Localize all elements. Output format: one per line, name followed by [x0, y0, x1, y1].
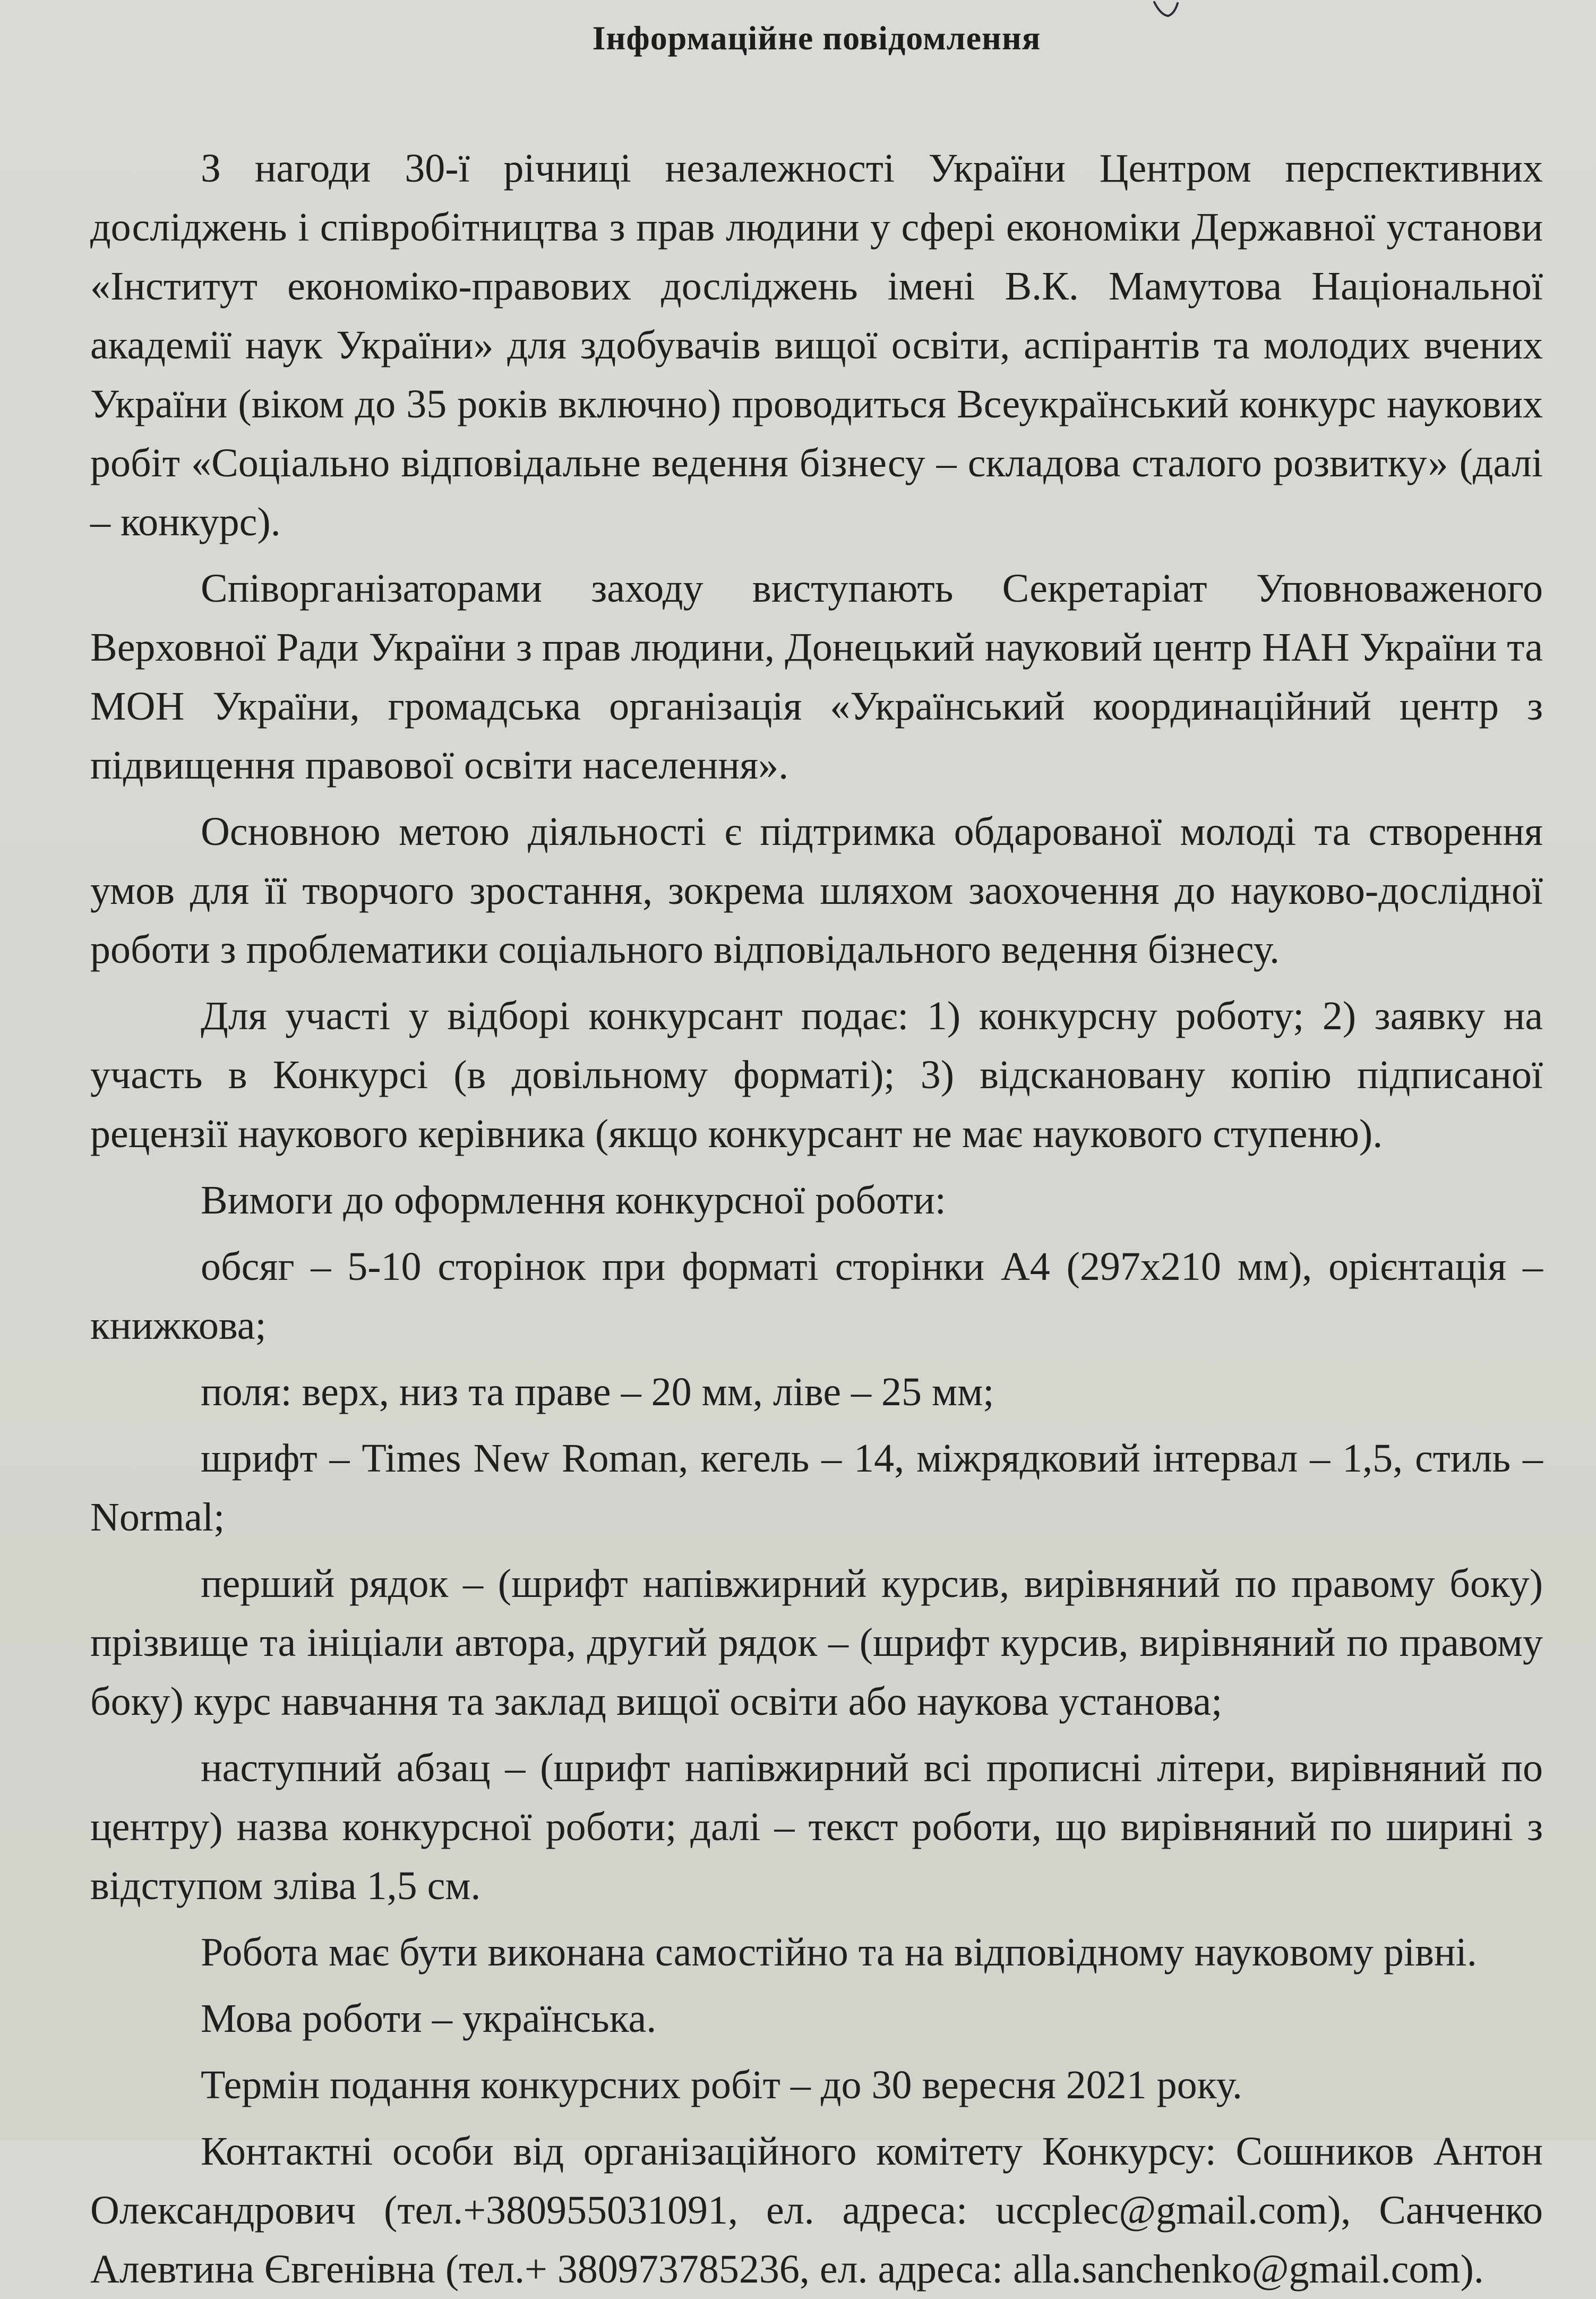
paragraph-participation-requirements: Для участі у відборі конкурсант подає: 1) конкурсну роботу; 2) заявку на участь в Конкурсі (в довільному форматі); 3) відскановану копію підписаної рецензії наукового керівника (якщо конкурсант не має наукового ступеню). [90, 994, 1543, 1156]
document-body [90, 139, 1543, 2299]
paragraph-formatting-heading: Вимоги до оформлення конкурсної роботи: [201, 1178, 946, 1223]
document-title: Інформаційне повідомлення [592, 19, 1041, 57]
paragraph-contest-announcement: З нагоди 30-ї річниці незалежності України Центром перспективних досліджень і співробітництва з прав людини у сфері економіки Державної установи «Інститут економіко-правових досліджень імені В.К. Мамутова Національної академії наук України» для здобувачів вищої освіти, аспірантів та молодих вчених України (віком до 35 років включно) проводиться Всеукраїнський конкурс наукових робіт «Соціально відповідальне ведення бізнесу – складова сталого розвитку» (далі – конкурс). [90, 146, 1543, 544]
paragraph-contacts: Контактні особи від організаційного комітету Конкурсу: Сошников Антон Олександрович (тел.+380955031091, ел. адреса: uccplec@gmail.com), Санченко Алевтина Євгенівна (тел.+ 380973785236, ел. адреса: alla.sanchenko@gmail.com). [90, 2129, 1543, 2292]
paragraph-next-paragraph: наступний абзац – (шрифт напівжирний всі прописні літери, вирівняний по центру) назва конкурсної роботи; далі – текст роботи, що вирівняний по ширині з відступом зліва 1,5 см. [90, 1746, 1543, 1908]
paragraph-main-goal: Основною метою діяльності є підтримка обдарованої молоді та створення умов для її творчого зростання, зокрема шляхом заохочення до науково-дослідної роботи з проблематики соціального відповідального ведення бізнесу. [90, 809, 1543, 972]
paragraph-first-lines: перший рядок – (шрифт напівжирний курсив, вирівняний по правому боку) прізвище та ініціали автора, другий рядок – (шрифт курсив, вирівняний по правому боку) курс навчання та заклад вищої освіти або наукова установа; [90, 1561, 1543, 1724]
paragraph-margins: поля: верх, низ та праве – 20 мм, ліве – 25 мм; [201, 1370, 994, 1414]
paragraph-font: шрифт – Times New Roman, кегель – 14, міжрядковий інтервал – 1,5, стиль – Normal; [90, 1436, 1543, 1540]
paragraph-language: Мова роботи – українська. [201, 1996, 657, 2041]
paragraph-deadline: Термін подання конкурсних робіт – до 30 вересня 2021 року. [201, 2063, 1242, 2107]
paragraph-co-organizers: Співорганізаторами заходу виступають Секретаріат Уповноваженого Верховної Ради України з прав людини, Донецький науковий центр НАН України та МОН України, громадська організація «Український координаційний центр з підвищення правової освіти населення». [90, 566, 1543, 788]
handwritten-pen-mark [1150, 0, 1182, 19]
paragraph-volume: обсяг – 5-10 сторінок при форматі сторінки А4 (297х210 мм), орієнтація – книжкова; [90, 1244, 1543, 1348]
paragraph-independent-work: Робота має бути виконана самостійно та на відповідному науковому рівні. [201, 1930, 1477, 1975]
